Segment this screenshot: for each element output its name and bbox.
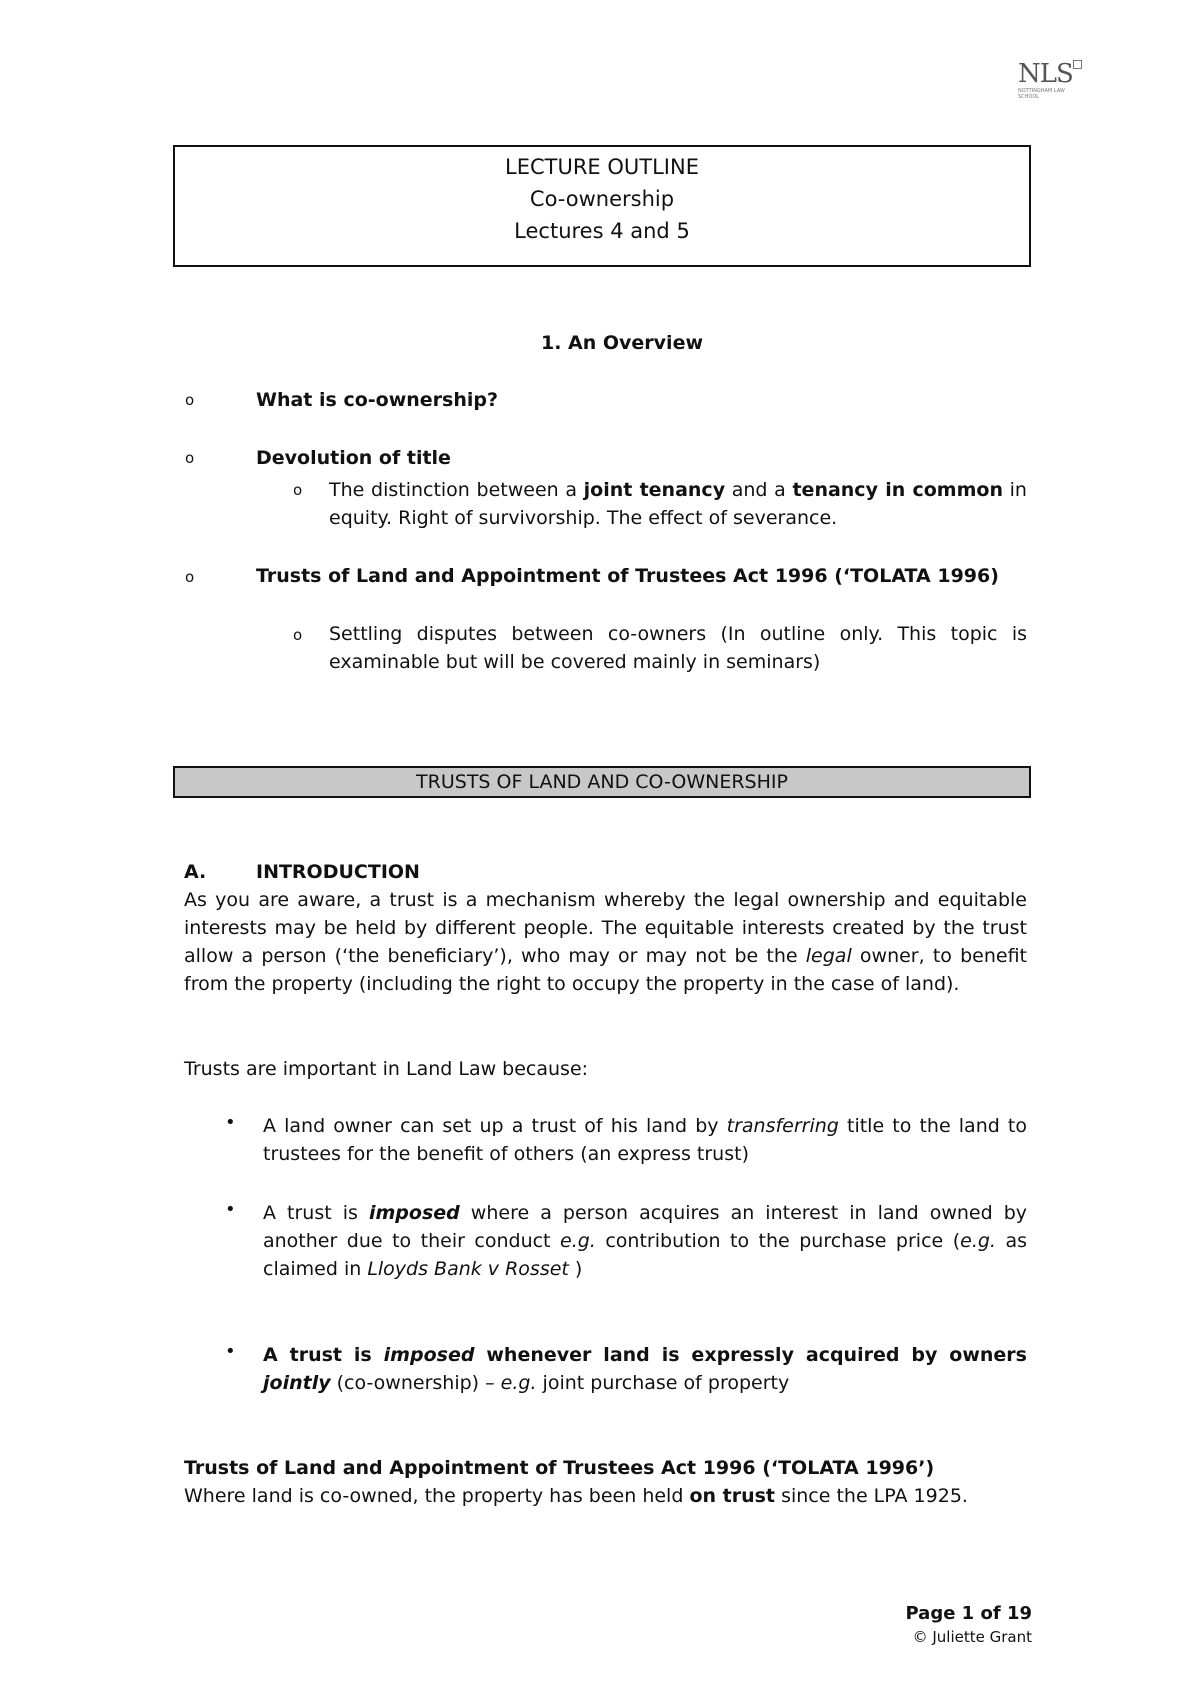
intro-heading: INTRODUCTION (256, 861, 420, 883)
title-line-2: Co-ownership (529, 187, 675, 211)
overview-sub-bullet-3: o (293, 626, 303, 644)
page-number: Page 1 of 19 (905, 1603, 1032, 1624)
intro-dot-3: • (225, 1341, 236, 1362)
intro-paragraph: As you are aware, a trust is a mechanism whereby the legal ownership and equitable interests may be held by different people. The equitable interests created by the trust allow a person (‘the beneficiary’), who may or may not be the legal owner, to benefit from the property (including the right to occupy the property in the case of land). (184, 889, 1027, 995)
logo-mark-icon (1073, 60, 1082, 69)
intro-bullet-2: A trust is imposed where a person acquires an interest in land owned by another due to their conduct e.g. contribution to the purchase price (e.g. as claimed in Lloyds Bank v Rosset ) (263, 1202, 1028, 1280)
overview-bullet-2: o (185, 449, 195, 467)
nls-logo (1018, 60, 1098, 108)
intro-paragraph-2: Trusts are important in Land Law because: (184, 1058, 589, 1080)
intro-bullet-3: A trust is imposed whenever land is expressly acquired by owners jointly (co-ownership) – e.g. joint purchase of property (263, 1344, 1027, 1394)
overview-bullet-3: o (185, 568, 195, 586)
copyright: © Juliette Grant (912, 1628, 1032, 1646)
overview-item-2-detail: The distinction between a joint tenancy and a tenancy in common in equity. Right of survivorship. The effect of severance. (329, 479, 1027, 529)
title-box (173, 145, 1031, 267)
intro-bullet-1: A land owner can set up a trust of his land by transferring title to the land to trustees for the benefit of others (an express trust) (263, 1115, 1027, 1165)
section-banner: TRUSTS OF LAND AND CO-OWNERSHIP (173, 766, 1031, 798)
overview-heading: 1. An Overview (540, 332, 704, 354)
overview-sub-bullet-2: o (293, 481, 303, 499)
overview-item-3-detail: Settling disputes between co-owners (In outline only. This topic is examinable but will be covered mainly in seminars) (329, 623, 1027, 673)
intro-letter: A. (184, 861, 207, 883)
intro-dot-2: • (225, 1199, 236, 1220)
overview-item-1: What is co-ownership? (256, 389, 498, 411)
title-line-3: Lectures 4 and 5 (514, 219, 690, 243)
overview-item-2: Devolution of title (256, 447, 451, 469)
logo-text: NLS (1018, 59, 1073, 89)
overview-bullet-1: o (185, 391, 195, 409)
overview-item-3: Trusts of Land and Appointment of Trustees Act 1996 (‘TOLATA 1996) (256, 565, 999, 587)
tolata-heading: Trusts of Land and Appointment of Trustees Act 1996 (‘TOLATA 1996’) (184, 1457, 935, 1479)
title-line-1: LECTURE OUTLINE (505, 155, 699, 179)
tolata-paragraph: Where land is co-owned, the property has been held on trust since the LPA 1925. (184, 1485, 968, 1507)
logo-subtext: NOTTINGHAM LAW SCHOOL (1018, 88, 1065, 100)
intro-dot-1: • (225, 1112, 236, 1133)
